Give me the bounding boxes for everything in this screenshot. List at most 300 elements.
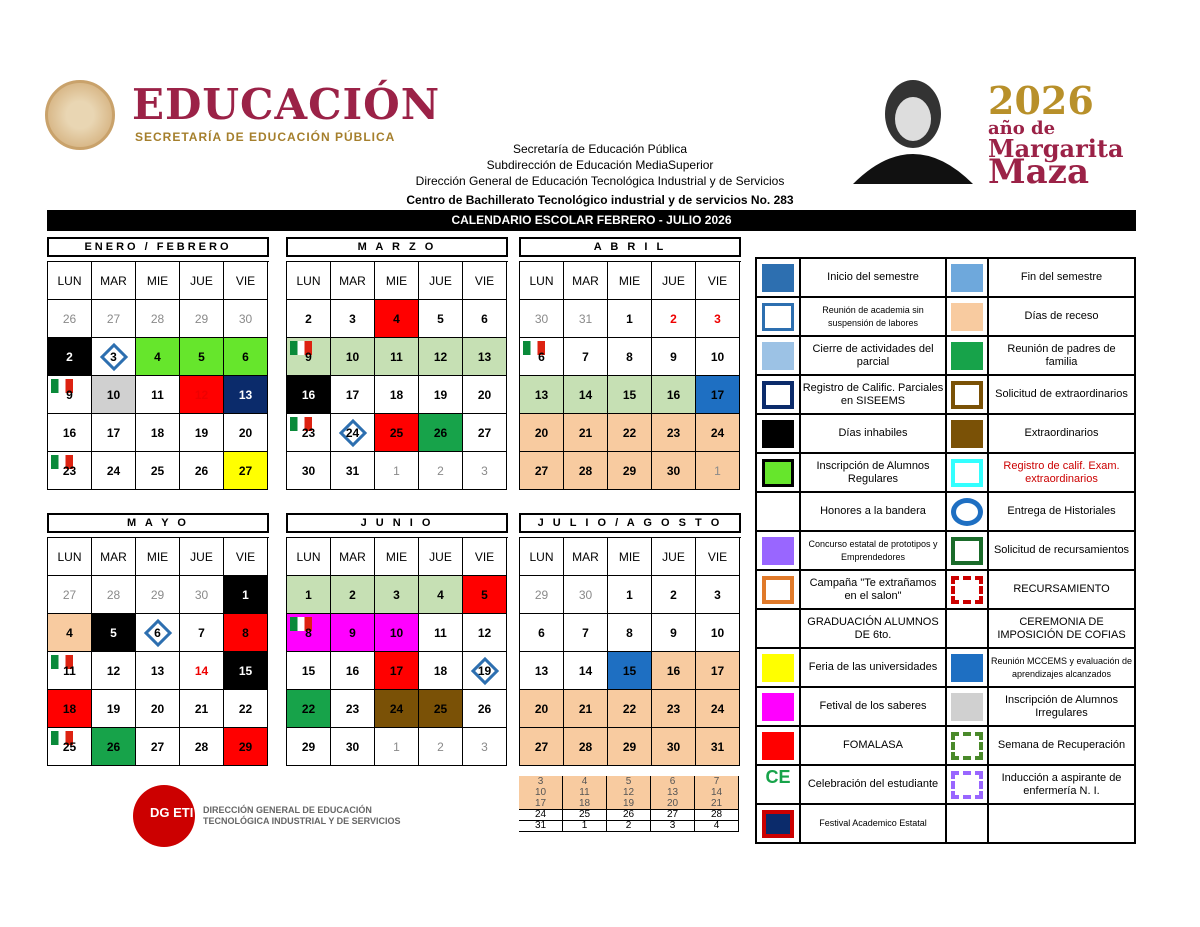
- day-number: 11: [151, 387, 164, 402]
- calendar-day: [224, 300, 268, 338]
- legend-label: Inducción a aspirante de enfermería N. I.: [989, 766, 1136, 805]
- header-line-1: Secretaría de Educación Pública: [512, 142, 688, 156]
- legend-label: Semana de Recuperación: [989, 727, 1136, 766]
- calendar-day: [375, 414, 419, 452]
- legend-row: [757, 337, 1136, 376]
- calendar-day: [224, 614, 268, 652]
- legend-swatch: [757, 376, 801, 415]
- calendar-day: [48, 614, 92, 652]
- calendar-day: [608, 576, 652, 614]
- legend-label: Reunión de padres de familia: [989, 337, 1136, 376]
- legend-label: Fin del semestre: [989, 259, 1136, 298]
- day-number: 29: [238, 739, 253, 754]
- calendar-day: [564, 652, 608, 690]
- day-number: 6: [481, 311, 488, 326]
- legend-swatch: [757, 727, 801, 766]
- day-number: 3: [393, 587, 400, 602]
- calendar-day: [180, 338, 224, 376]
- day-number: 16: [62, 425, 77, 440]
- legend-swatch: [947, 493, 989, 532]
- calendar-day: [520, 652, 564, 690]
- brand-subtitle: SECRETARÍA DE EDUCACIÓN PÚBLICA: [135, 130, 396, 144]
- day-number: 12: [106, 663, 121, 678]
- day-number: 27: [62, 587, 77, 602]
- day-number: 26: [106, 739, 121, 754]
- day-header: LUN: [287, 538, 331, 576]
- day-number: 17: [710, 387, 725, 402]
- day-number: 23: [666, 425, 681, 440]
- month-title: J U N I O: [286, 513, 508, 533]
- legend-row: [757, 649, 1136, 688]
- day-number: 23: [62, 463, 77, 478]
- day-number: 6: [538, 625, 545, 640]
- calendar-day: [608, 414, 652, 452]
- legend-row: [757, 688, 1136, 727]
- month-calendar: [519, 237, 741, 490]
- calendar-day: [136, 376, 180, 414]
- day-number: 30: [238, 311, 253, 326]
- day-number: 31: [345, 463, 360, 478]
- day-number: 3: [349, 311, 356, 326]
- calendar-day: [520, 414, 564, 452]
- legend-label: Fetival de los saberes: [801, 688, 947, 727]
- day-number: 18: [62, 701, 77, 716]
- day-number: 28: [578, 739, 593, 754]
- day-number: 12: [194, 387, 209, 402]
- legend-label: Días de receso: [989, 298, 1136, 337]
- legend-row: [757, 610, 1136, 649]
- day-number: 21: [194, 701, 209, 716]
- day-number: 1: [305, 587, 312, 602]
- calendar-day: [287, 338, 331, 376]
- calendar-day: [331, 576, 375, 614]
- calendar-day: [419, 728, 463, 766]
- day-number: 29: [301, 739, 316, 754]
- day-number: 20: [238, 425, 253, 440]
- extra-day: 3: [651, 820, 695, 832]
- day-number: 13: [150, 663, 165, 678]
- day-number: 15: [301, 663, 316, 678]
- day-header: LUN: [520, 262, 564, 300]
- legend-label: Solicitud de recursamientos: [989, 532, 1136, 571]
- calendar-day: [136, 728, 180, 766]
- day-number: 18: [150, 425, 165, 440]
- legend-swatch: CE: [757, 766, 801, 805]
- day-number: 30: [578, 587, 593, 602]
- day-header: MIE: [136, 262, 180, 300]
- calendar-day: [696, 652, 740, 690]
- legend-swatch: [947, 376, 989, 415]
- calendar-day: [92, 414, 136, 452]
- calendar-day: [608, 652, 652, 690]
- day-header: VIE: [463, 538, 507, 576]
- legend-row: [757, 376, 1136, 415]
- day-header: LUN: [48, 262, 92, 300]
- day-header: MIE: [136, 538, 180, 576]
- day-number: 16: [345, 663, 360, 678]
- legend-label: Campaña "Te extrañamos en el salon": [801, 571, 947, 610]
- legend-row: [757, 571, 1136, 610]
- day-number: 13: [534, 663, 549, 678]
- month-title: M A Y O: [47, 513, 269, 533]
- day-number: 20: [534, 701, 549, 716]
- day-number: 29: [194, 311, 209, 326]
- calendar-day: [287, 690, 331, 728]
- day-number: 17: [345, 387, 360, 402]
- calendar-day: [463, 614, 507, 652]
- calendar-day: [136, 614, 180, 652]
- calendar-day: [520, 614, 564, 652]
- legend-label: [989, 805, 1136, 844]
- day-number: 2: [305, 311, 312, 326]
- legend-swatch: [757, 805, 801, 844]
- legend-label: CEREMONIA DE IMPOSICIÓN DE COFIAS: [989, 610, 1136, 649]
- calendar-day: [375, 652, 419, 690]
- calendar-day: [696, 452, 740, 490]
- day-number: 3: [110, 349, 117, 364]
- day-number: 29: [622, 739, 637, 754]
- mexico-seal-icon: [45, 80, 115, 150]
- extra-day: 18: [563, 798, 607, 810]
- calendar-day: [331, 728, 375, 766]
- legend-label: Reunión MCCEMS y evaluación de aprendizajes alcanzados: [989, 649, 1136, 688]
- day-number: 3: [714, 311, 721, 326]
- year-text-3: Margarita: [988, 134, 1124, 163]
- day-number: 9: [670, 625, 677, 640]
- legend-swatch: [947, 727, 989, 766]
- legend-row: [757, 298, 1136, 337]
- legend-label: Feria de las universidades: [801, 649, 947, 688]
- day-number: 28: [578, 463, 593, 478]
- calendar-day: [331, 652, 375, 690]
- legend-label: Extraordinarios: [989, 415, 1136, 454]
- calendar-day: [419, 690, 463, 728]
- calendar-day: [180, 614, 224, 652]
- day-number: 24: [710, 701, 725, 716]
- day-number: 2: [437, 739, 444, 754]
- day-number: 25: [389, 425, 404, 440]
- calendar-day: [375, 452, 419, 490]
- legend-row: [757, 766, 1136, 805]
- day-number: 13: [534, 387, 549, 402]
- calendar-day: [463, 300, 507, 338]
- calendar-day: [180, 300, 224, 338]
- legend-label: Inscripción de Alumnos Irregulares: [989, 688, 1136, 727]
- day-number: 22: [622, 425, 637, 440]
- legend-label: GRADUACIÓN ALUMNOS DE 6to.: [801, 610, 947, 649]
- day-header: VIE: [696, 538, 740, 576]
- legend-label: Celebración del estudiante: [801, 766, 947, 805]
- calendar-day: [520, 576, 564, 614]
- day-number: 1: [714, 463, 721, 478]
- day-number: 6: [154, 625, 161, 640]
- calendar-day: [520, 728, 564, 766]
- day-number: 5: [198, 349, 205, 364]
- calendar-day: [652, 614, 696, 652]
- day-number: 21: [578, 701, 593, 716]
- legend-swatch: [757, 493, 801, 532]
- month-calendar: [519, 513, 741, 766]
- legend-swatch: [757, 337, 801, 376]
- day-number: 14: [578, 663, 593, 678]
- legend-swatch: [947, 259, 989, 298]
- day-number: 2: [349, 587, 356, 602]
- day-number: 1: [626, 311, 633, 326]
- day-number: 10: [106, 387, 121, 402]
- extra-day: 26: [607, 809, 651, 821]
- calendar-day: [92, 376, 136, 414]
- legend-swatch: [757, 649, 801, 688]
- legend-swatch: [757, 415, 801, 454]
- calendar-day: [520, 690, 564, 728]
- calendar-day: [652, 376, 696, 414]
- day-number: 24: [345, 425, 360, 440]
- day-number: 2: [437, 463, 444, 478]
- calendar-day: [696, 414, 740, 452]
- legend-swatch: [947, 298, 989, 337]
- legend-label: Reunión de academia sin suspensión de labores: [801, 298, 947, 337]
- school-name: Centro de Bachillerato Tecnológico industrial y de servicios No. 283: [406, 193, 794, 207]
- day-number: 25: [433, 701, 448, 716]
- calendar-day: [180, 414, 224, 452]
- day-header: MAR: [92, 262, 136, 300]
- calendar-day: [375, 338, 419, 376]
- legend-label: Concurso estatal de prototipos y Emprendedores: [801, 532, 947, 571]
- day-header: MAR: [564, 262, 608, 300]
- day-number: 3: [714, 587, 721, 602]
- month-calendar: [47, 237, 269, 490]
- day-number: 27: [477, 425, 492, 440]
- calendar-day: [520, 376, 564, 414]
- day-number: 4: [154, 349, 161, 364]
- calendar-day: [48, 452, 92, 490]
- legend-swatch: [947, 805, 989, 844]
- day-number: 29: [534, 587, 549, 602]
- day-header: JUE: [652, 262, 696, 300]
- calendar-day: [564, 690, 608, 728]
- calendar-day: [136, 690, 180, 728]
- day-number: 7: [582, 625, 589, 640]
- day-header: VIE: [224, 262, 268, 300]
- calendar-day: [180, 652, 224, 690]
- calendar-day: [463, 414, 507, 452]
- day-header: MIE: [375, 538, 419, 576]
- calendar-day: [287, 300, 331, 338]
- month-title: A B R I L: [519, 237, 741, 257]
- calendar-day: [652, 728, 696, 766]
- day-number: 19: [433, 387, 448, 402]
- day-number: 28: [194, 739, 209, 754]
- extra-day: 28: [695, 809, 739, 821]
- extra-day: 11: [563, 787, 607, 799]
- day-number: 25: [150, 463, 165, 478]
- day-header: MAR: [92, 538, 136, 576]
- day-header: LUN: [287, 262, 331, 300]
- calendar-day: [48, 376, 92, 414]
- month-calendar: [47, 513, 269, 766]
- calendar-day: [652, 690, 696, 728]
- day-header: JUE: [180, 262, 224, 300]
- calendar-day: [180, 690, 224, 728]
- day-number: 24: [389, 701, 404, 716]
- day-number: 24: [710, 425, 725, 440]
- calendar-day: [463, 690, 507, 728]
- day-number: 26: [62, 311, 77, 326]
- day-number: 28: [106, 587, 121, 602]
- legend-swatch: [757, 688, 801, 727]
- day-number: 19: [194, 425, 209, 440]
- extra-day: 13: [651, 787, 695, 799]
- legend-label: Registro de calif. Exam. extraordinarios: [989, 454, 1136, 493]
- day-number: 17: [710, 663, 725, 678]
- day-header: JUE: [419, 538, 463, 576]
- day-number: 11: [390, 349, 403, 364]
- extra-day: 31: [519, 820, 563, 832]
- calendar-day: [564, 338, 608, 376]
- day-number: 30: [301, 463, 316, 478]
- day-number: 16: [666, 663, 681, 678]
- day-number: 1: [626, 587, 633, 602]
- calendar-day: [696, 576, 740, 614]
- day-number: 7: [198, 625, 205, 640]
- calendar-day: [608, 614, 652, 652]
- brand-title: EDUCACIÓN: [132, 80, 441, 129]
- legend-swatch: [757, 454, 801, 493]
- day-number: 26: [433, 425, 448, 440]
- legend-swatch: [947, 688, 989, 727]
- day-number: 9: [670, 349, 677, 364]
- day-number: 4: [66, 625, 73, 640]
- header-line-2: Subdirección de Educación MediaSuperior: [486, 158, 714, 172]
- calendar-day: [224, 414, 268, 452]
- day-number: 27: [106, 311, 121, 326]
- day-number: 8: [626, 625, 633, 640]
- extra-day: 7: [695, 776, 739, 788]
- extra-day: 12: [607, 787, 651, 799]
- calendar-day: [136, 300, 180, 338]
- legend-label: RECURSAMIENTO: [989, 571, 1136, 610]
- extra-day: 14: [695, 787, 739, 799]
- calendar-day: [652, 576, 696, 614]
- calendar-day: [463, 652, 507, 690]
- calendar-day: [48, 414, 92, 452]
- calendar-day: [463, 728, 507, 766]
- month-calendar: [286, 513, 508, 766]
- legend-label: Festival Academico Estatal: [801, 805, 947, 844]
- calendar-day: [608, 300, 652, 338]
- day-number: 30: [534, 311, 549, 326]
- calendar-day: [331, 452, 375, 490]
- calendar-day: [520, 452, 564, 490]
- calendar-day: [419, 576, 463, 614]
- year-text-4: Maza: [988, 152, 1090, 192]
- calendar-day: [331, 338, 375, 376]
- day-number: 17: [106, 425, 121, 440]
- day-header: VIE: [463, 262, 507, 300]
- calendar-day: [136, 452, 180, 490]
- day-number: 20: [150, 701, 165, 716]
- calendar-day: [224, 452, 268, 490]
- day-number: 16: [301, 387, 316, 402]
- day-number: 1: [393, 739, 400, 754]
- legend-label: Registro de Calific. Parciales en SISEEMS: [801, 376, 947, 415]
- day-header: MAR: [331, 538, 375, 576]
- legend-label: Inscripción de Alumnos Regulares: [801, 454, 947, 493]
- calendar-day: [652, 652, 696, 690]
- calendar-day: [180, 376, 224, 414]
- calendar-day: [180, 452, 224, 490]
- legend-swatch: [757, 298, 801, 337]
- calendar-day: [224, 338, 268, 376]
- calendar-day: [224, 652, 268, 690]
- calendar-day: [419, 452, 463, 490]
- day-number: 10: [389, 625, 404, 640]
- day-number: 6: [538, 349, 545, 364]
- extra-day: 5: [607, 776, 651, 788]
- day-number: 4: [393, 311, 400, 326]
- day-number: 29: [150, 587, 165, 602]
- extra-day: 3: [519, 776, 563, 788]
- day-number: 1: [393, 463, 400, 478]
- day-number: 22: [238, 701, 253, 716]
- extra-day: 17: [519, 798, 563, 810]
- legend-label: Entrega de Historiales: [989, 493, 1136, 532]
- calendar-day: [287, 576, 331, 614]
- calendar-day: [287, 376, 331, 414]
- calendar-day: [331, 414, 375, 452]
- day-header: JUE: [180, 538, 224, 576]
- calendar-day: [608, 452, 652, 490]
- calendar-day: [696, 728, 740, 766]
- day-number: 22: [301, 701, 316, 716]
- extra-day: 25: [563, 809, 607, 821]
- dgeti-logo-text: DG ETI: [150, 805, 194, 820]
- calendar-day: [48, 690, 92, 728]
- day-header: MIE: [375, 262, 419, 300]
- calendar-day: [419, 414, 463, 452]
- day-number: 18: [433, 663, 448, 678]
- day-header: MIE: [608, 538, 652, 576]
- calendar-day: [419, 376, 463, 414]
- legend-swatch: [947, 454, 989, 493]
- calendar-day: [375, 614, 419, 652]
- calendar-day: [564, 728, 608, 766]
- month-title: J U L I O / A G O S T O: [519, 513, 741, 533]
- extra-day: 20: [651, 798, 695, 810]
- day-number: 25: [62, 739, 77, 754]
- extra-day: 4: [563, 776, 607, 788]
- day-header: LUN: [520, 538, 564, 576]
- extra-day: 2: [607, 820, 651, 832]
- calendar-day: [696, 690, 740, 728]
- legend-swatch: [947, 766, 989, 805]
- day-number: 15: [622, 663, 637, 678]
- calendar-day: [564, 614, 608, 652]
- day-number: 30: [666, 463, 681, 478]
- day-number: 27: [534, 463, 549, 478]
- day-number: 4: [437, 587, 444, 602]
- day-number: 9: [66, 387, 73, 402]
- day-number: 10: [710, 349, 725, 364]
- legend-label: Días inhabiles: [801, 415, 947, 454]
- extra-day: 1: [563, 820, 607, 832]
- calendar-day: [463, 452, 507, 490]
- calendar-day: [180, 576, 224, 614]
- calendar-day: [331, 614, 375, 652]
- day-number: 7: [582, 349, 589, 364]
- calendar-day: [92, 452, 136, 490]
- calendar-day: [375, 300, 419, 338]
